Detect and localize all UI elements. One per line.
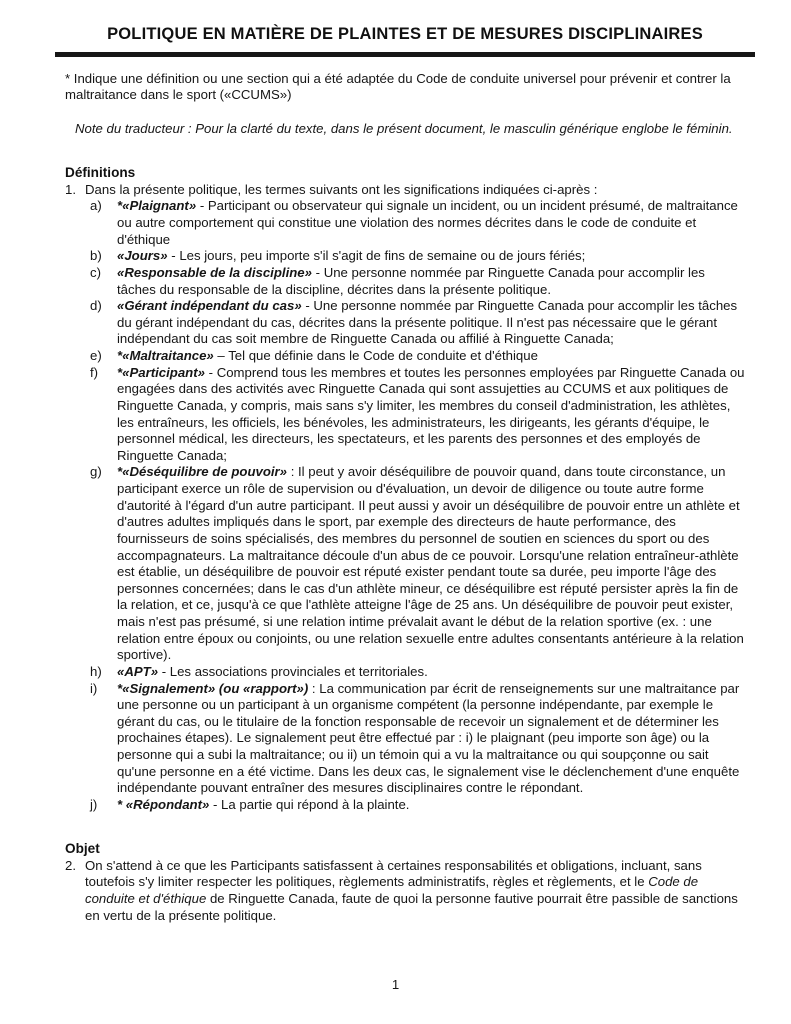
definition-term: *«Participant» [117, 364, 205, 380]
definition-term: * «Répondant» [117, 796, 210, 812]
definitions-item-number: 1. [65, 181, 76, 197]
definition-text: - Une personne nommée par Ringuette Canada pour accomplir les tâches du gérant indépendant du cas, décrites dans la présente politique. Il n'est pas nécessaire que le gérant indépendant du cas soit membre de Ringuette Canada ou affilié à Ringuette Canada; [117, 298, 738, 347]
definition-body [117, 797, 745, 814]
page-footer [0, 977, 791, 994]
definition-text: - Les associations provinciales et territoriales. [158, 663, 428, 679]
definition-label: d) [90, 298, 102, 314]
definition-body [117, 464, 745, 664]
definition-item-b [90, 248, 745, 265]
definition-text: - Comprend tous les membres et toutes les personnes employées par Ringuette Canada ou engagées dans des activités avec Ringuette Canada qui sont assujetties au CCUMS et aux politiques de Ringuette Canada, y compris, mais sans s'y limiter, les membres du conseil d'administration, les athlètes, les entraîneurs, les officiels, les bénévoles, les administrateurs, les dirigeants, les gérants d'équipe, le personnel médical, les directeurs, les spectateurs, et les parents des personnes et des employés de Ringuette Canada; [117, 364, 745, 463]
definition-body [117, 664, 745, 681]
title-rule [55, 52, 755, 57]
definition-label: e) [90, 348, 102, 364]
document-title: POLITIQUE EN MATIÈRE DE PLAINTES ET DE MESURES DISCIPLINAIRES [107, 25, 703, 43]
objet-paragraph [85, 858, 745, 925]
objet-italic-title: Code de conduite et d'éthique [85, 874, 699, 906]
definition-body [117, 248, 745, 265]
definition-label: h) [90, 663, 102, 679]
objet-heading: Objet [65, 840, 100, 856]
definition-item-g [90, 464, 745, 664]
definition-text: - La partie qui répond à la plainte. [209, 796, 410, 812]
definition-item-h [90, 664, 745, 681]
definition-text: - Une personne nommée par Ringuette Canada pour accomplir les tâches du responsable de la discipline, décrites dans la présente politique. [117, 264, 705, 297]
definition-term: *«Déséquilibre de pouvoir» [117, 464, 288, 480]
definition-item-c [90, 265, 745, 298]
definition-text: - Les jours, peu importe s'il s'agit de fins de semaine ou de jours fériés; [167, 248, 586, 264]
definitions-intro: Dans la présente politique, les termes suivants ont les significations indiquées ci-après : [85, 181, 598, 197]
objet-text-before: On s'attend à ce que les Participants satisfassent à certaines responsabilités et obligations, incluant, sans toutefois s'y limiter respecter les politiques, règlements administratifs, règles et règlements, et le [85, 857, 702, 890]
definition-text: – Tel que définie dans le Code de conduite et d'éthique [213, 348, 538, 364]
definitions-item-body [85, 182, 745, 814]
definition-label: i) [90, 680, 98, 696]
definition-term: *«Maltraitance» [117, 348, 214, 364]
definition-item-i [90, 681, 745, 797]
objet-item-number: 2. [65, 857, 76, 873]
asterisk-note: * Indique une définition ou une section qui a été adaptée du Code de conduite universel pour prévenir et contrer la maltraitance dans le sport («CCUMS») [65, 70, 731, 103]
definition-item-j [90, 797, 745, 814]
definition-label: f) [90, 364, 99, 380]
definition-body [117, 265, 745, 298]
definition-item-e [90, 348, 745, 365]
definition-label: a) [90, 198, 102, 214]
definition-term: «APT» [117, 663, 159, 679]
definition-body [117, 365, 745, 465]
definition-term: «Responsable de la discipline» [117, 264, 312, 280]
definitions-list [90, 198, 745, 813]
definition-term: «Gérant indépendant du cas» [117, 298, 302, 314]
definition-body [117, 298, 745, 348]
definition-body [117, 348, 745, 365]
definition-term: *«Signalement» (ou «rapport») [117, 680, 309, 696]
definition-label: b) [90, 248, 102, 264]
definition-text: : La communication par écrit de renseignements sur une maltraitance par une personne ou un participant à un organisme compétent (la personne indépendante, par exemple le gérant du cas, ou le titulaire de la fonction responsable de recevoir un signalement et de déterminer les prochaines étapes). Le signalement peut être effectué par : i) le plaignant (peu importe son âge) ou la personne qui a subi la maltraitance; ou ii) un témoin qui a vu la maltraitance ou qui soupçonne ou sait qu'une personne en a été victime. Dans les deux cas, le signalement vise le déclenchement d'une enquête indépendante pouvant entraîner des mesures disciplinaires contre le répondant. [117, 680, 740, 796]
definition-term: «Jours» [117, 248, 168, 264]
page-number: 1 [391, 977, 400, 993]
document-header [65, 24, 745, 57]
translator-note: Note du traducteur : Pour la clarté du texte, dans le présent document, le masculin générique englobe le féminin. [75, 121, 733, 137]
definition-item-f [90, 365, 745, 465]
definition-item-d [90, 298, 745, 348]
definition-item-a [90, 198, 745, 248]
definition-label: c) [90, 264, 101, 280]
definition-label: g) [90, 464, 102, 480]
definition-body [117, 198, 745, 248]
definition-label: j) [90, 796, 98, 812]
definition-term: *«Plaignant» [117, 198, 197, 214]
objet-item-body [85, 858, 745, 925]
objet-text-after: de Ringuette Canada, faute de quoi la personne fautive pourrait être passible de sanctions en vertu de la présente politique. [85, 890, 738, 923]
definition-text: - Participant ou observateur qui signale un incident, ou un incident présumé, de maltraitance ou autre comportement qui constitue une violation des normes décrites dans le code de conduite et d'éthique [117, 198, 738, 247]
objet-item [65, 858, 745, 925]
definitions-heading: Définitions [65, 164, 136, 180]
definition-text: : Il peut y avoir déséquilibre de pouvoir quand, dans toute circonstance, un participant exerce un rôle de supervision ou d'évaluation, un devoir de diligence ou toute autre forme d'autorité à l'égard d'un autre participant. Il peut aussi y avoir un déséquilibre de pouvoir entre un athlète et d'autres adultes impliqués dans le sport, par exemple des directeurs de haute performance, des fournisseurs de soins spécialisés, des membres du personnel de soutien en sciences du sport ou des accompagnateurs. La maltraitance découle d'un abus de ce pouvoir. Lorsqu'une relation entraîneur-athlète est établie, un déséquilibre de pouvoir est réputé exister pendant toute sa durée, peu importe l'âge des personnes concernées; dans le cas d'un athlète mineur, ce déséquilibre est réputé persister après la fin de la relation, et ce, jusqu'à ce que l'athlète atteigne l'âge de 25 ans. Un déséquilibre de pouvoir peut exister, mais n'est pas présumé, si une relation intime prévalait avant le début de la relation sportive (ex. : une relation entre époux ou conjoints, ou une relation sexuelle entre adultes consentants antérieure à la relation sportive). [117, 464, 744, 663]
definitions-item [65, 182, 745, 814]
definition-body [117, 681, 745, 797]
